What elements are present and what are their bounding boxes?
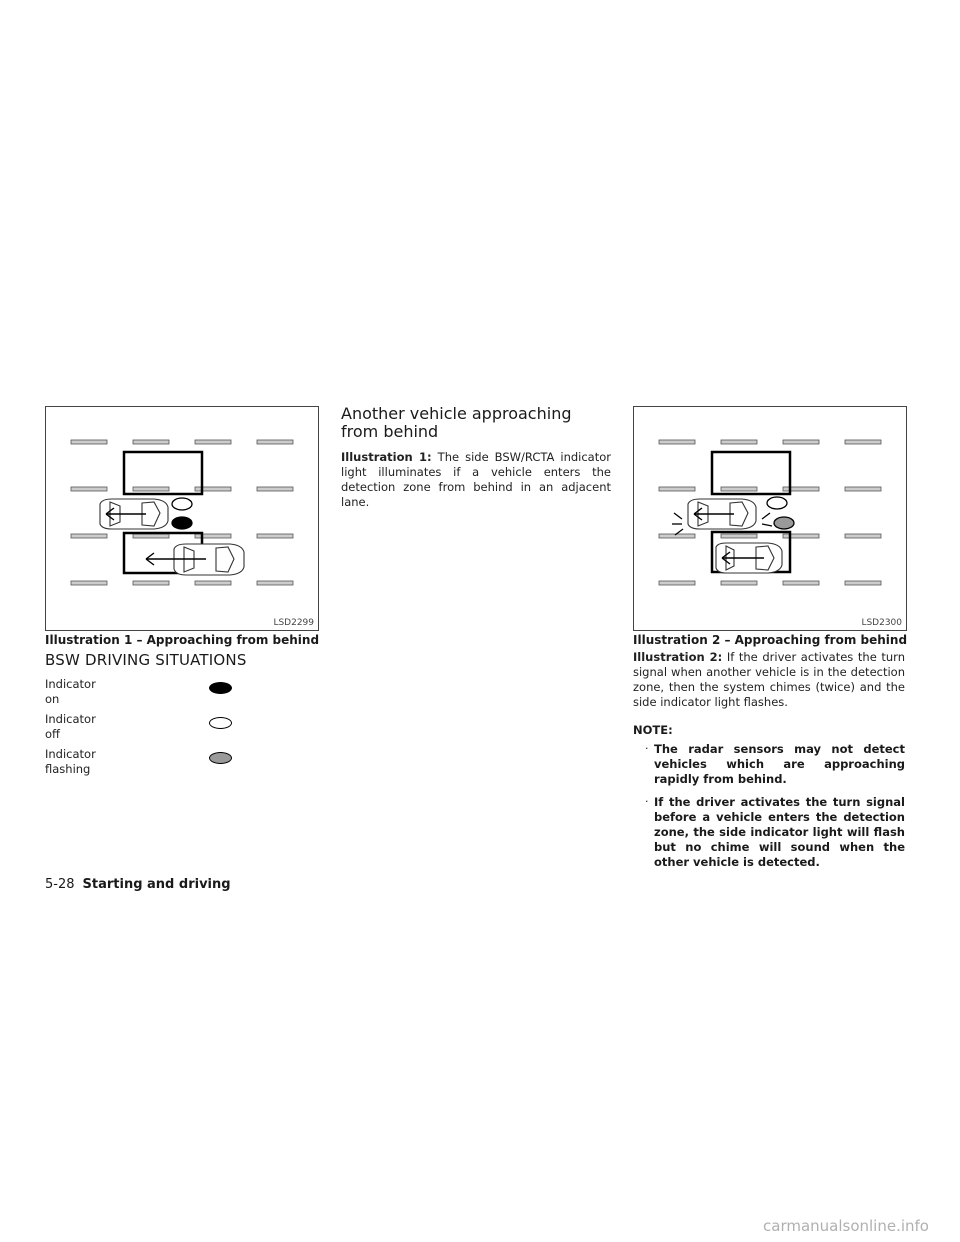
page-footer	[45, 877, 231, 892]
illustration-2-drawing	[634, 407, 906, 630]
car-2	[716, 543, 782, 573]
section-title: BSW DRIVING SITUATIONS	[45, 651, 247, 669]
illustration-2-caption: Illustration 2 – Approaching from behind	[633, 633, 908, 647]
car-1	[688, 499, 756, 529]
illustration-1-caption: Illustration 1 – Approaching from behind	[45, 633, 320, 647]
indicator-flashing-icon	[209, 752, 232, 764]
note-list	[645, 742, 905, 870]
legend-label-flashing: Indicator flashing	[45, 747, 96, 776]
subsection-heading: Another vehicle approaching from behind	[341, 404, 572, 441]
indicator-on-icon	[172, 517, 192, 529]
illustration-code: LSD2300	[861, 618, 902, 628]
car-1	[100, 499, 168, 529]
indicator-off-icon	[172, 498, 192, 510]
car-2	[146, 544, 244, 575]
chapter-title: Starting and driving	[82, 877, 231, 892]
note-title: NOTE:	[633, 723, 673, 737]
list-item: · The radar sensors may not detect vehicles which are approaching rapidly from behind.	[645, 742, 905, 786]
illustration-1	[45, 406, 319, 631]
indicator-flashing-icon	[774, 517, 794, 529]
paragraph-illustration-2: Illustration 2: If the driver activates the turn signal when another vehicle is in the detection zone, then the system chimes (twice) and the side indicator light flashes.	[633, 650, 905, 709]
illustration-1-drawing	[46, 407, 318, 630]
illustration-code: LSD2299	[273, 618, 314, 628]
legend-label-off: Indicator off	[45, 712, 96, 741]
page-number: 5-28	[45, 877, 75, 892]
indicator-off-icon	[209, 717, 232, 729]
legend-label-on: Indicator on	[45, 677, 96, 706]
indicator-off-icon	[767, 497, 787, 509]
indicator-on-icon	[209, 682, 232, 694]
list-item: · If the driver activates the turn signal before a vehicle enters the detection zone, the side indicator light will flash but no chime will sound when the other vehicle is detected.	[645, 795, 905, 869]
paragraph-illustration-1: Illustration 1: The side BSW/RCTA indicator light illuminates if a vehicle enters the detection zone from behind in an adjacent lane.	[341, 450, 612, 509]
illustration-2	[633, 406, 907, 631]
watermark: carmanualsonline.info	[763, 1217, 929, 1235]
